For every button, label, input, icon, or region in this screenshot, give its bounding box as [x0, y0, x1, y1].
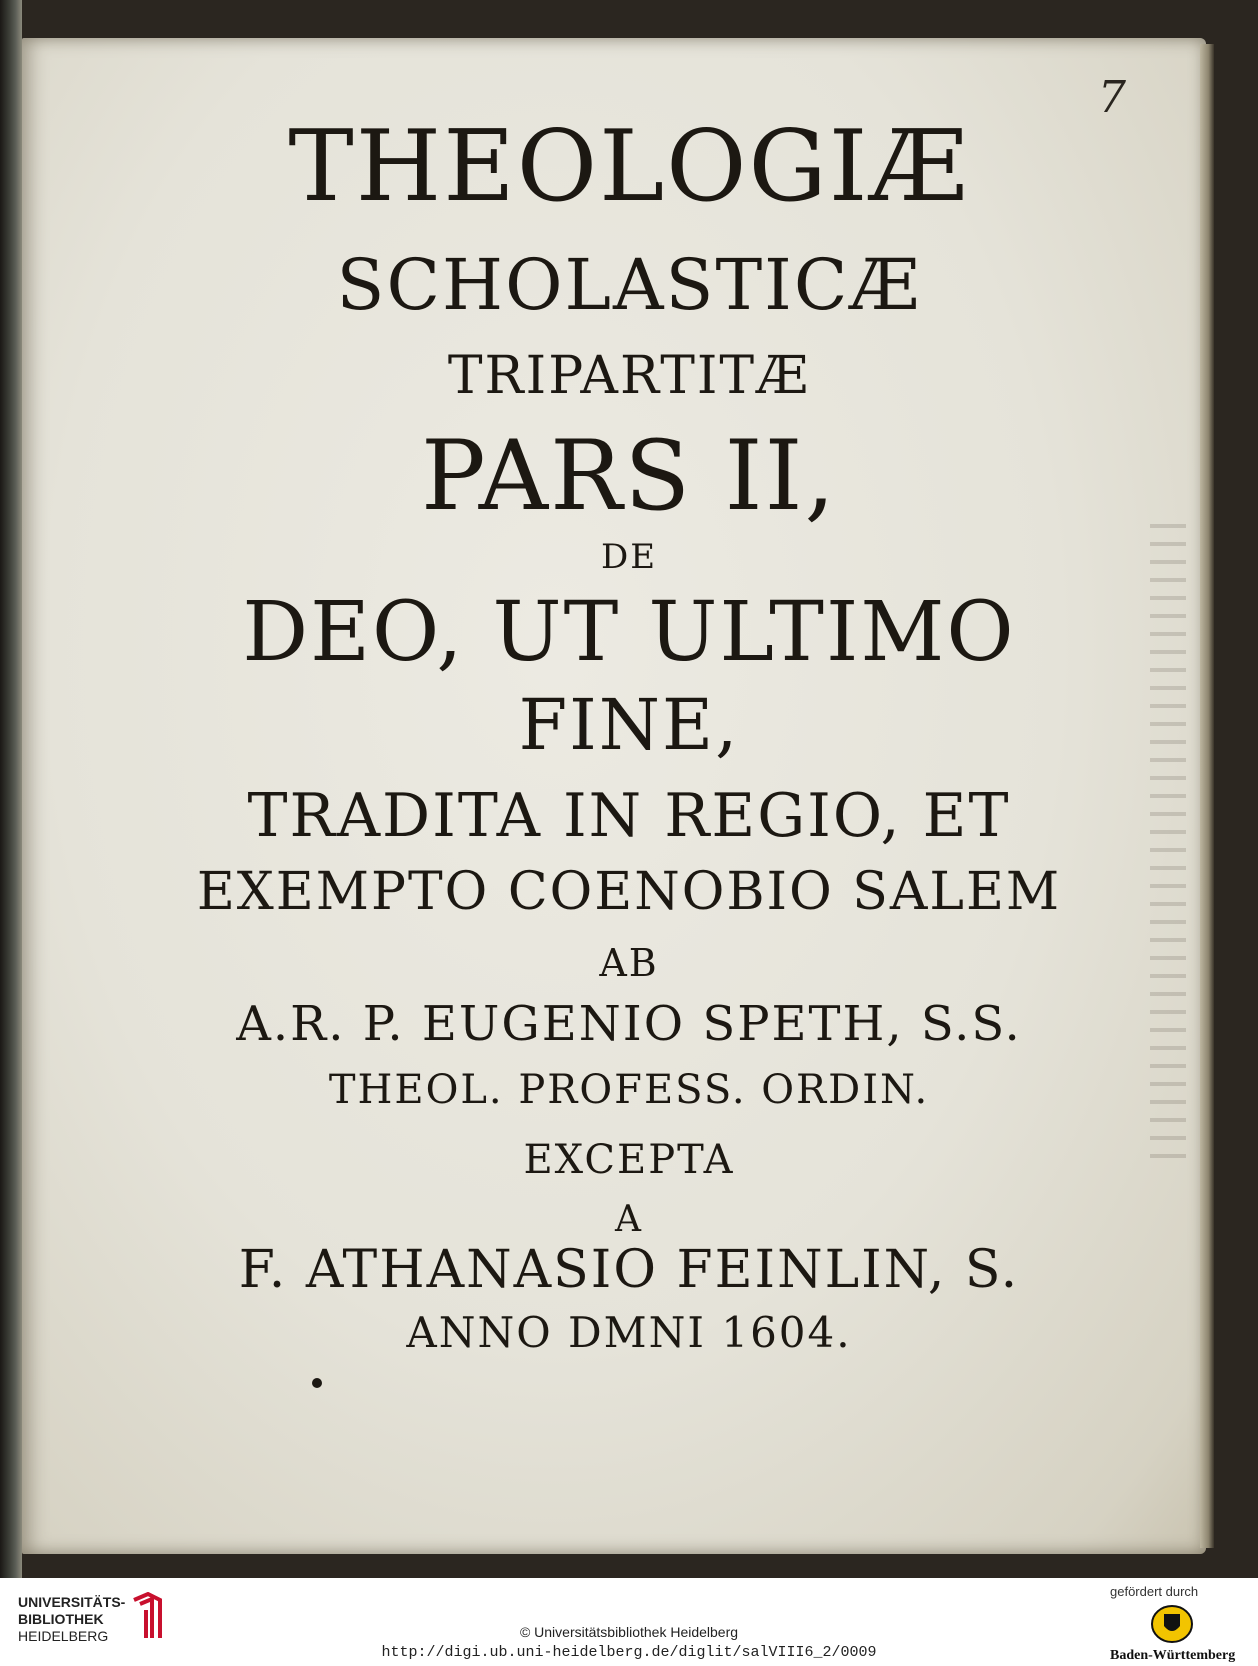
title-line-9: EXEMPTO COENOBIO SALEM [196, 862, 1062, 922]
ink-dot [312, 1378, 322, 1388]
title-line-2: SCHOLASTICÆ [336, 244, 922, 326]
title-line-14: A [615, 1199, 643, 1240]
permalink-url[interactable]: http://digi.ub.uni-heidelberg.de/diglit/salVIII6_2/0009 [381, 1644, 877, 1661]
title-line-15: F. ATHANASIO FEINLIN, S. [238, 1240, 1020, 1300]
library-name-line1: UNIVERSITÄTS- [18, 1594, 126, 1610]
funder-name: Baden-Württemberg [1110, 1648, 1236, 1663]
title-line-11: A.R. P. EUGENIO SPETH, S.S. [236, 996, 1022, 1052]
title-line-16: ANNO DMNI 1604. [406, 1308, 852, 1357]
title-line-10: AB [599, 941, 659, 985]
title-line-6: DEO, UT ULTIMO [242, 585, 1016, 680]
library-name-line3: HEIDELBERG [18, 1628, 109, 1644]
copyright-text: © Universitätsbibliothek Heidelberg [519, 1624, 739, 1640]
title-line-12: THEOL. PROFESS. ORDIN. [328, 1067, 930, 1113]
title-line-1: THEOLOGIÆ [288, 110, 970, 224]
title-line-8: TRADITA IN REGIO, ET [247, 781, 1011, 851]
coat-of-arms-icon [1150, 1604, 1194, 1644]
funded-by-label: gefördert durch [1110, 1584, 1199, 1599]
title-line-3: TRIPARTITÆ [447, 346, 811, 406]
title-line-4: PARS II, [420, 420, 838, 532]
title-line-5: DE [600, 537, 658, 577]
title-line-7: FINE, [518, 684, 740, 766]
library-name-line2: BIBLIOTHEK [18, 1611, 104, 1627]
folio-number: 7 [1098, 72, 1126, 123]
title-line-13: EXCEPTA [523, 1137, 735, 1183]
